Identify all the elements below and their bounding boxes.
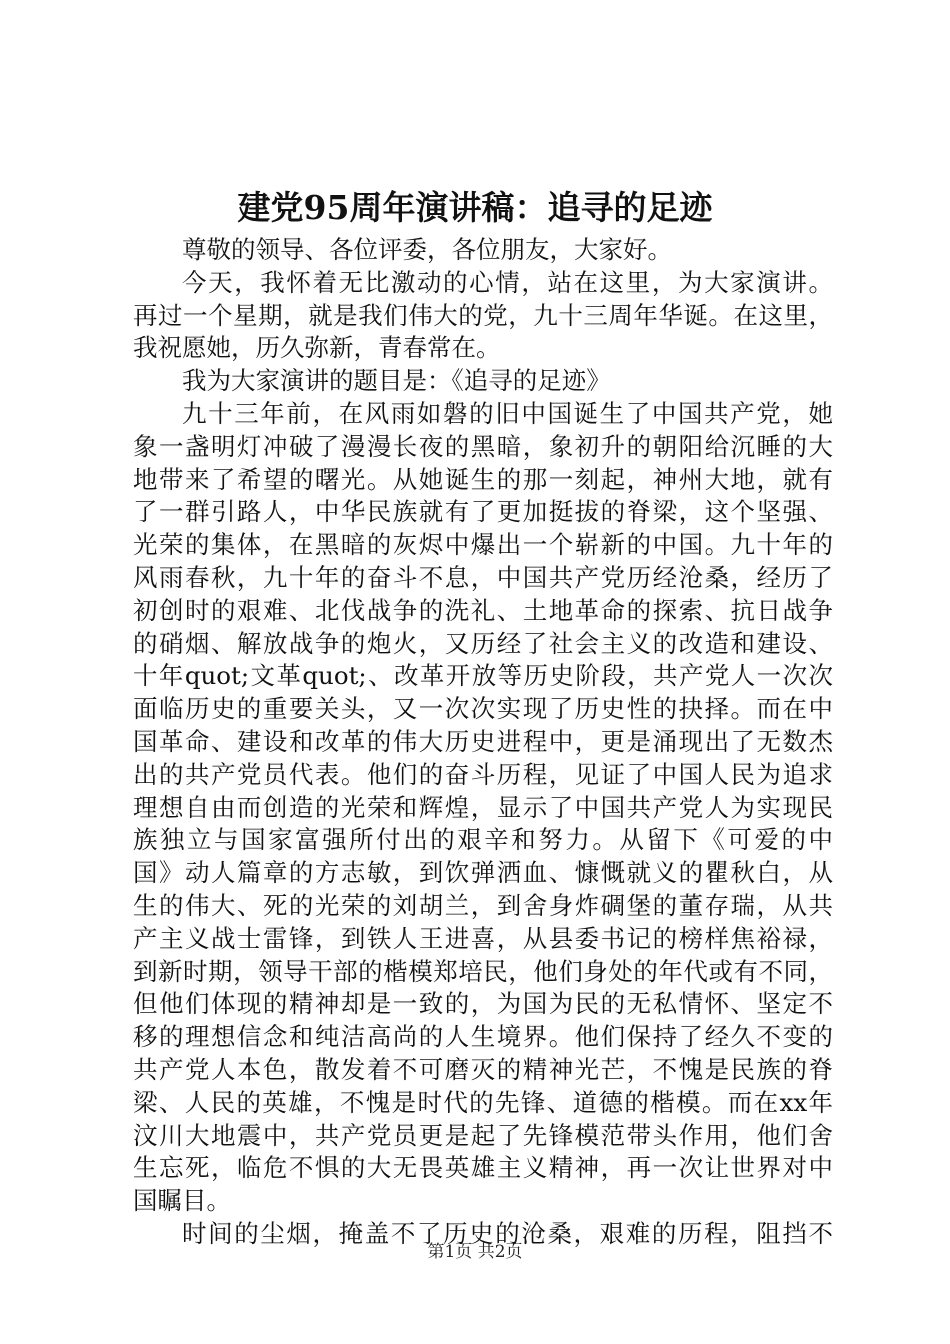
text-line: 我为大家演讲的题目是：《追寻的足迹》 <box>182 366 611 396</box>
text-line: 移的理想信念和纯洁高尚的人生境界。他们保持了经久不变的 <box>133 1022 833 1052</box>
text-line: 国革命、建设和改革的伟大历史进程中，更是涌现出了无数杰 <box>133 726 833 756</box>
text-line: 光荣的集体，在黑暗的灰烬中爆出一个崭新的中国。九十年的 <box>133 530 833 560</box>
text-line: 但他们体现的精神却是一致的，为国为民的无私情怀、坚定不 <box>133 989 833 1019</box>
text-line: 生忘死，临危不惧的大无畏英雄主义精神，再一次让世界对中 <box>133 1153 833 1183</box>
page-footer: 第1页 共2页 <box>427 1242 523 1262</box>
document-title: 建党95周年演讲稿：追寻的足迹 <box>237 188 713 227</box>
text-line: 初创时的艰难、北伐战争的洗礼、土地革命的探索、抗日战争 <box>133 595 833 625</box>
document-body <box>133 234 833 1251</box>
text-line: 理想自由而创造的光荣和辉煌，显示了中国共产党人为实现民 <box>133 792 833 822</box>
text-line: 了一群引路人，中华民族就有了更加挺拔的脊梁，这个坚强、 <box>133 497 833 527</box>
text-line: 时间的尘烟，掩盖不了历史的沧桑，艰难的历程，阻挡不 <box>182 1218 833 1248</box>
text-line: 再过一个星期，就是我们伟大的党，九十三周年华诞。在这里， <box>133 300 833 330</box>
text-line: 出的共产党员代表。他们的奋斗历程，见证了中国人民为追求 <box>133 759 833 789</box>
text-line: 共产党人本色，散发着不可磨灭的精神光芒，不愧是民族的脊 <box>133 1054 833 1084</box>
text-line: 的硝烟、解放战争的炮火，又历经了社会主义的改造和建设、 <box>133 628 833 658</box>
text-line: 产主义战士雷锋，到铁人王进喜，从县委书记的榜样焦裕禄， <box>133 923 833 953</box>
text-line: 十年quot;文革quot;、改革开放等历史阶段，共产党人一次次 <box>133 661 833 691</box>
text-line: 象一盏明灯冲破了漫漫长夜的黑暗，象初升的朝阳给沉睡的大 <box>133 431 833 461</box>
text-line: 到新时期，领导干部的楷模郑培民，他们身处的年代或有不同， <box>133 956 833 986</box>
text-line: 汶川大地震中，共产党员更是起了先锋模范带头作用，他们舍 <box>133 1120 833 1150</box>
text-line: 面临历史的重要关头，又一次次实现了历史性的抉择。而在中 <box>133 694 833 724</box>
text-line: 梁、人民的英雄，不愧是时代的先锋、道德的楷模。而在xx年 <box>133 1087 833 1117</box>
text-line: 地带来了希望的曙光。从她诞生的那一刻起，神州大地，就有 <box>133 464 833 494</box>
text-line: 国瞩目。 <box>133 1186 231 1216</box>
text-line: 国》动人篇章的方志敏，到饮弹洒血、慷慨就义的瞿秋白，从 <box>133 858 833 888</box>
text-line: 九十三年前，在风雨如磐的旧中国诞生了中国共产党，她 <box>182 398 833 428</box>
text-line: 尊敬的领导、各位评委，各位朋友，大家好。 <box>182 235 672 264</box>
text-line: 今天，我怀着无比激动的心情，站在这里，为大家演讲。 <box>182 267 833 297</box>
text-line: 我祝愿她，历久弥新，青春常在。 <box>133 333 501 363</box>
text-line: 风雨春秋，九十年的奋斗不息，中国共产党历经沧桑，经历了 <box>133 562 833 592</box>
text-line: 族独立与国家富强所付出的艰辛和努力。从留下《可爱的中 <box>133 825 833 855</box>
text-line: 生的伟大、死的光荣的刘胡兰，到舍身炸碉堡的董存瑞，从共 <box>133 890 833 920</box>
